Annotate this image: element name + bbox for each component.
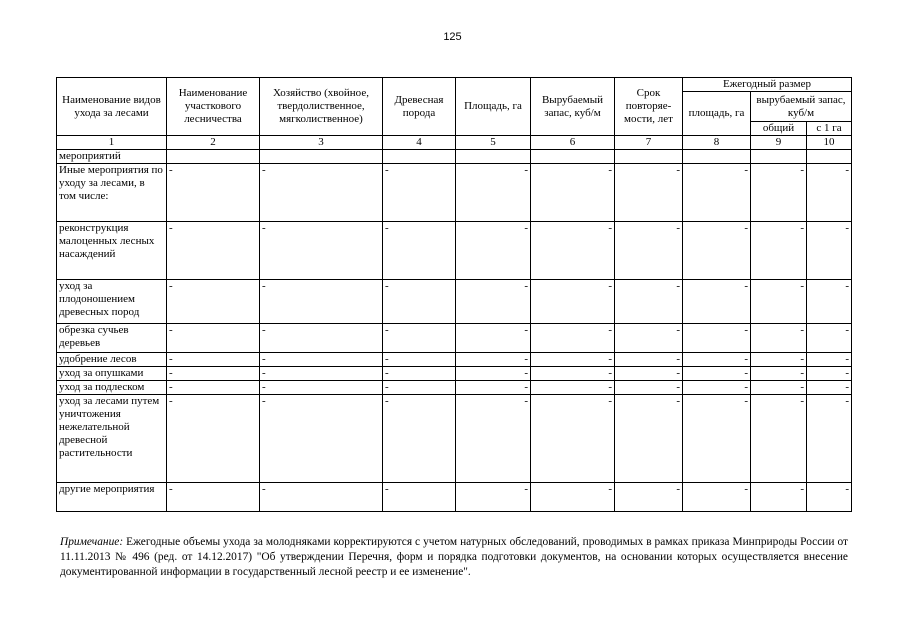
value-cell: - <box>167 395 260 483</box>
value-cell: - <box>807 381 852 395</box>
row-name-cell: Иные мероприятия по уходу за лесами, в том числе: <box>57 164 167 222</box>
value-cell: - <box>683 164 751 222</box>
column-number: 6 <box>531 136 615 150</box>
value-cell: - <box>167 381 260 395</box>
header-repeat-period: Срок повторяе-мости, лет <box>615 78 683 136</box>
value-cell: - <box>456 483 531 512</box>
value-cell <box>456 150 531 164</box>
value-cell: - <box>615 222 683 280</box>
row-name-cell: уход за опушками <box>57 367 167 381</box>
value-cell: - <box>531 280 615 324</box>
value-cell: - <box>531 395 615 483</box>
value-cell: - <box>683 353 751 367</box>
value-cell <box>383 150 456 164</box>
value-cell: - <box>383 395 456 483</box>
header-area: Площадь, га <box>456 78 531 136</box>
value-cell: - <box>531 324 615 353</box>
column-number: 3 <box>260 136 383 150</box>
value-cell: - <box>383 353 456 367</box>
value-cell: - <box>260 324 383 353</box>
value-cell: - <box>167 483 260 512</box>
value-cell: - <box>615 353 683 367</box>
value-cell: - <box>456 222 531 280</box>
value-cell: - <box>807 324 852 353</box>
footnote <box>60 535 848 580</box>
row-name-cell: обрезка сучьев деревьев <box>57 324 167 353</box>
header-annual-volume: вырубаемый запас, куб/м <box>751 92 852 122</box>
column-number: 2 <box>167 136 260 150</box>
value-cell: - <box>260 483 383 512</box>
row-name-cell: уход за подлеском <box>57 381 167 395</box>
value-cell: - <box>683 280 751 324</box>
table-row <box>57 353 852 367</box>
header-annual-per-ha: с 1 га <box>807 122 852 136</box>
value-cell: - <box>260 367 383 381</box>
value-cell: - <box>383 324 456 353</box>
column-number: 7 <box>615 136 683 150</box>
value-cell: - <box>260 395 383 483</box>
value-cell: - <box>383 280 456 324</box>
value-cell: - <box>751 381 807 395</box>
value-cell: - <box>807 164 852 222</box>
value-cell: - <box>615 324 683 353</box>
row-name-cell: мероприятий <box>57 150 167 164</box>
value-cell: - <box>615 395 683 483</box>
value-cell: - <box>807 483 852 512</box>
value-cell: - <box>383 164 456 222</box>
value-cell: - <box>751 324 807 353</box>
row-name-cell: уход за плодоношением древесных пород <box>57 280 167 324</box>
value-cell: - <box>683 367 751 381</box>
value-cell: - <box>456 353 531 367</box>
value-cell: - <box>456 367 531 381</box>
value-cell: - <box>615 367 683 381</box>
value-cell: - <box>683 324 751 353</box>
value-cell <box>751 150 807 164</box>
value-cell: - <box>383 483 456 512</box>
forest-care-table <box>56 77 852 512</box>
value-cell: - <box>751 367 807 381</box>
value-cell: - <box>807 280 852 324</box>
value-cell: - <box>807 222 852 280</box>
row-name-cell: удобрение лесов <box>57 353 167 367</box>
column-number: 8 <box>683 136 751 150</box>
value-cell: - <box>683 222 751 280</box>
table-row <box>57 367 852 381</box>
footnote-label: Примечание: <box>60 536 124 548</box>
value-cell: - <box>751 353 807 367</box>
value-cell <box>167 150 260 164</box>
value-cell: - <box>531 353 615 367</box>
value-cell: - <box>167 324 260 353</box>
value-cell: - <box>167 353 260 367</box>
header-annual-area: площадь, га <box>683 92 751 136</box>
column-number: 10 <box>807 136 852 150</box>
value-cell: - <box>456 324 531 353</box>
value-cell: - <box>383 381 456 395</box>
header-annual-size: Ежегодный размер <box>683 78 852 92</box>
row-name-cell: другие мероприятия <box>57 483 167 512</box>
value-cell: - <box>167 367 260 381</box>
column-number: 9 <box>751 136 807 150</box>
value-cell: - <box>531 367 615 381</box>
value-cell: - <box>456 395 531 483</box>
value-cell: - <box>683 483 751 512</box>
value-cell: - <box>751 395 807 483</box>
value-cell: - <box>456 280 531 324</box>
value-cell: - <box>531 164 615 222</box>
row-name-cell: реконструкция малоценных лесных насаждений <box>57 222 167 280</box>
table-row <box>57 222 852 280</box>
column-number: 5 <box>456 136 531 150</box>
value-cell: - <box>531 381 615 395</box>
table-row <box>57 395 852 483</box>
table-row <box>57 324 852 353</box>
value-cell: - <box>260 381 383 395</box>
value-cell: - <box>456 164 531 222</box>
value-cell: - <box>383 367 456 381</box>
table-row <box>57 150 852 164</box>
value-cell <box>531 150 615 164</box>
value-cell: - <box>383 222 456 280</box>
value-cell <box>260 150 383 164</box>
value-cell: - <box>260 222 383 280</box>
value-cell <box>807 150 852 164</box>
header-tree-species: Древесная порода <box>383 78 456 136</box>
value-cell: - <box>260 280 383 324</box>
value-cell: - <box>683 395 751 483</box>
header-forestry-district: Наименование участкового лесничества <box>167 78 260 136</box>
column-number: 4 <box>383 136 456 150</box>
header-work-type: Наименование видов ухода за лесами <box>57 78 167 136</box>
header-economy-type: Хозяйство (хвойное, твердолиственное, мягколиственное) <box>260 78 383 136</box>
column-numbers-row <box>57 136 852 150</box>
table-row <box>57 483 852 512</box>
value-cell: - <box>615 280 683 324</box>
value-cell <box>615 150 683 164</box>
value-cell: - <box>167 280 260 324</box>
value-cell: - <box>751 164 807 222</box>
table-row <box>57 381 852 395</box>
column-number: 1 <box>57 136 167 150</box>
value-cell: - <box>167 222 260 280</box>
value-cell: - <box>456 381 531 395</box>
value-cell: - <box>807 353 852 367</box>
value-cell: - <box>807 395 852 483</box>
page-number: 125 <box>443 31 462 43</box>
value-cell: - <box>615 483 683 512</box>
header-annual-total: общий <box>751 122 807 136</box>
footnote-text: Ежегодные объемы ухода за молодняками корректируются с учетом натурных обследований, проводимых в рамках приказа Минприроды России от 11.11.2013 № 496 (ред. от 14.12.2017) "Об утверждении Перечня, форм и порядка подготовки документов, на основании которых осуществляется внесение документированной информации в государственный лесной реестр и ее изменение". <box>60 536 848 578</box>
value-cell: - <box>615 381 683 395</box>
value-cell: - <box>751 280 807 324</box>
value-cell: - <box>260 164 383 222</box>
table-row <box>57 280 852 324</box>
value-cell: - <box>751 222 807 280</box>
value-cell: - <box>531 483 615 512</box>
value-cell: - <box>260 353 383 367</box>
value-cell: - <box>615 164 683 222</box>
value-cell: - <box>531 222 615 280</box>
table-row <box>57 164 852 222</box>
value-cell: - <box>683 381 751 395</box>
value-cell: - <box>807 367 852 381</box>
header-felling-volume: Вырубаемый запас, куб/м <box>531 78 615 136</box>
row-name-cell: уход за лесами путем уничтожения нежелательной древесной растительности <box>57 395 167 483</box>
value-cell: - <box>751 483 807 512</box>
value-cell <box>683 150 751 164</box>
value-cell: - <box>167 164 260 222</box>
